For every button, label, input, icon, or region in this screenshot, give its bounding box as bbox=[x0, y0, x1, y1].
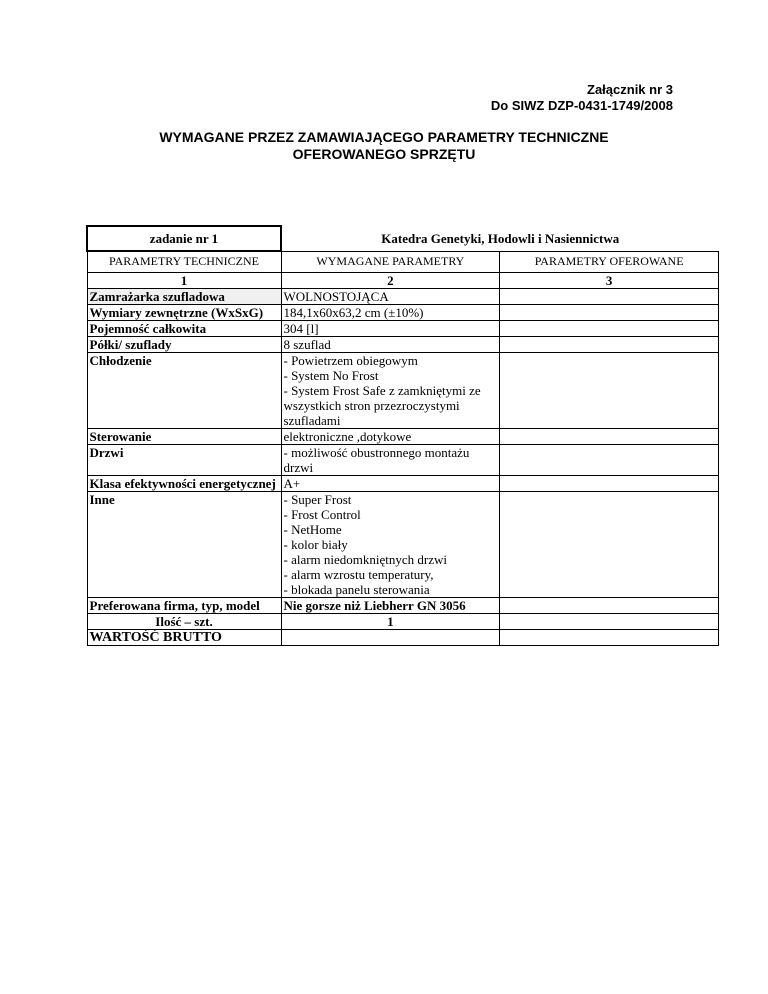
parameter-name: Preferowana firma, typ, model bbox=[87, 597, 281, 613]
required-value bbox=[281, 288, 500, 304]
col-header-offered: PARAMETRY OFEROWANE bbox=[500, 251, 719, 272]
required-line: A+ bbox=[283, 475, 301, 491]
col-header-technical: PARAMETRY TECHNICZNE bbox=[87, 251, 281, 272]
required-line: - NetHome bbox=[283, 521, 342, 537]
offered-value bbox=[500, 320, 719, 336]
required-value bbox=[281, 428, 500, 444]
total-label: WARTOŚĆ BRUTTO bbox=[87, 629, 281, 645]
parameter-row bbox=[87, 336, 719, 352]
department-name: Katedra Genetyki, Hodowli i Nasiennictwa bbox=[381, 230, 620, 246]
parameter-row bbox=[87, 352, 719, 428]
quantity-row bbox=[87, 613, 719, 629]
offered-value bbox=[500, 444, 719, 475]
annex-header bbox=[491, 82, 673, 114]
required-line: Nie gorsze niż Liebherr GN 3056 bbox=[283, 597, 466, 613]
total-offered bbox=[500, 629, 719, 645]
offered-value bbox=[500, 428, 719, 444]
required-line: 304 [l] bbox=[283, 320, 319, 336]
required-line: elektroniczne ,dotykowe bbox=[283, 428, 412, 444]
col-number-2: 2 bbox=[281, 272, 500, 288]
required-value bbox=[281, 444, 500, 475]
quantity-label: Ilość – szt. bbox=[87, 613, 281, 629]
parameter-row bbox=[87, 444, 719, 475]
required-value bbox=[281, 304, 500, 320]
required-line: - System Frost Safe z zamkniętymi ze wszystkich stron przezroczystymi szufladami bbox=[283, 382, 481, 428]
parameter-rows bbox=[87, 288, 719, 613]
parameter-name: Drzwi bbox=[87, 444, 281, 475]
required-value bbox=[281, 597, 500, 613]
total-required bbox=[281, 629, 500, 645]
parameter-row bbox=[87, 304, 719, 320]
col-header-required: WYMAGANE PARAMETRY bbox=[281, 251, 500, 272]
parameter-name: Chłodzenie bbox=[87, 352, 281, 428]
parameters-table bbox=[86, 225, 719, 646]
offered-value bbox=[500, 336, 719, 352]
parameter-row bbox=[87, 475, 719, 491]
parameter-row bbox=[87, 288, 719, 304]
required-line: - blokada panelu sterowania bbox=[283, 581, 430, 597]
required-line: - alarm niedomkniętnych drzwi bbox=[283, 551, 448, 567]
col-number-3: 3 bbox=[500, 272, 719, 288]
tender-reference: Do SIWZ DZP-0431-1749/2008 bbox=[490, 98, 673, 113]
required-value bbox=[281, 475, 500, 491]
parameter-name: Sterowanie bbox=[87, 428, 281, 444]
quantity-value: 1 bbox=[281, 613, 500, 629]
required-line: - Super Frost bbox=[283, 491, 352, 507]
offered-value bbox=[500, 352, 719, 428]
title-line-2: OFEROWANEGO SPRZĘTU bbox=[292, 146, 476, 162]
offered-value bbox=[500, 288, 719, 304]
parameter-name: Wymiary zewnętrzne (WxSxG) bbox=[87, 304, 281, 320]
required-line: - Powietrzem obiegowym bbox=[283, 352, 418, 368]
required-value bbox=[281, 352, 500, 428]
parameter-name: Inne bbox=[87, 491, 281, 597]
parameter-row bbox=[87, 491, 719, 597]
task-row bbox=[87, 226, 719, 251]
title-line-1: WYMAGANE PRZEZ ZAMAWIAJĄCEGO PARAMETRY TECHNICZNE bbox=[159, 129, 609, 145]
required-value bbox=[281, 320, 500, 336]
required-line: - System No Frost bbox=[283, 367, 379, 383]
offered-value bbox=[500, 304, 719, 320]
parameter-name: Klasa efektywności energetycznej bbox=[87, 475, 281, 491]
required-line: 184,1x60x63,2 cm (±10%) bbox=[283, 304, 424, 320]
required-value bbox=[281, 491, 500, 597]
document-title bbox=[0, 129, 768, 163]
column-number-row bbox=[87, 272, 719, 288]
column-header-row bbox=[87, 251, 719, 272]
required-line: - kolor biały bbox=[283, 536, 348, 552]
offered-value bbox=[500, 475, 719, 491]
required-line: WOLNOSTOJĄCA bbox=[283, 288, 389, 304]
required-line: - alarm wzrostu temperatury, bbox=[283, 566, 434, 582]
required-line: 8 szuflad bbox=[283, 336, 331, 352]
parameter-row bbox=[87, 597, 719, 613]
parameter-name: Zamrażarka szufladowa bbox=[87, 288, 281, 304]
offered-value bbox=[500, 597, 719, 613]
offered-value bbox=[500, 491, 719, 597]
required-line: - możliwość obustronnego montażu drzwi bbox=[283, 444, 470, 475]
parameter-name: Pojemność całkowita bbox=[87, 320, 281, 336]
parameter-row bbox=[87, 320, 719, 336]
parameter-row bbox=[87, 428, 719, 444]
col-number-1: 1 bbox=[87, 272, 281, 288]
annex-number: Załącznik nr 3 bbox=[587, 82, 673, 97]
task-label: zadanie nr 1 bbox=[87, 226, 281, 251]
total-row bbox=[87, 629, 719, 645]
required-line: - Frost Control bbox=[283, 506, 361, 522]
parameter-name: Półki/ szuflady bbox=[87, 336, 281, 352]
required-value bbox=[281, 336, 500, 352]
quantity-offered bbox=[500, 613, 719, 629]
